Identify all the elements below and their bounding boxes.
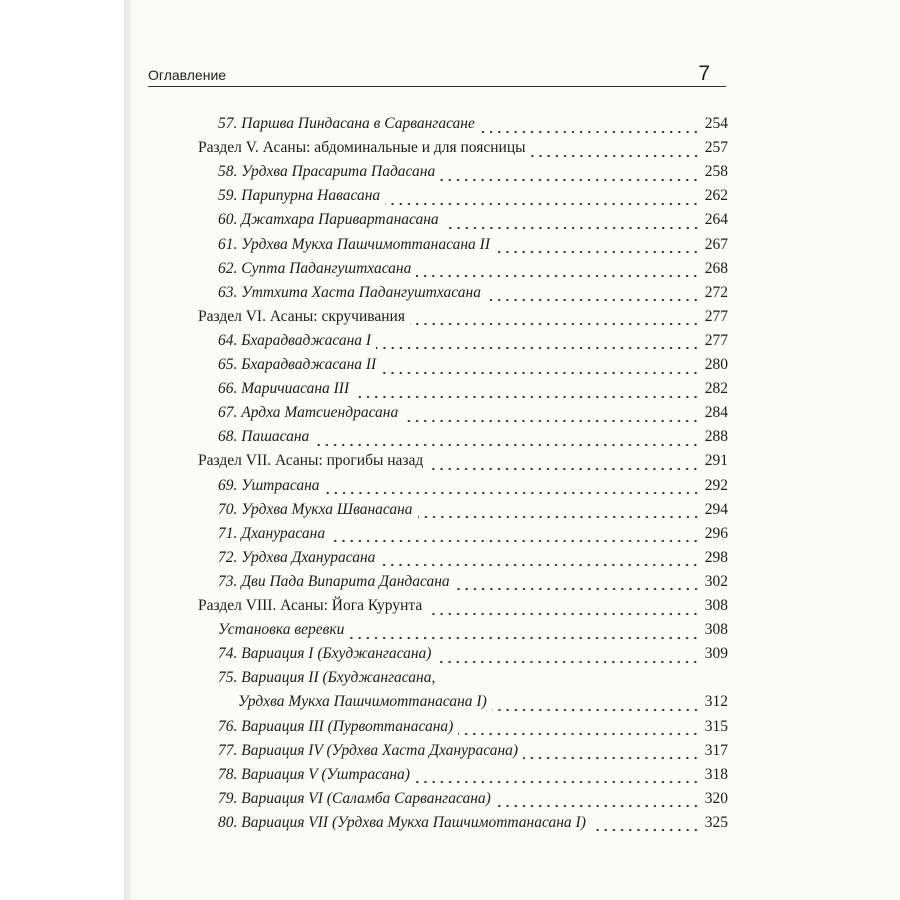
toc-entry-title: 73. Дви Пада Випарита Дандасана xyxy=(218,572,450,590)
dot-leader xyxy=(428,465,699,472)
toc-section xyxy=(198,137,728,159)
toc-entry-title: 74. Вариация I (Бхуджангасана) xyxy=(218,645,432,663)
toc-entry-title: Раздел VII. Асаны: прогибы назад xyxy=(198,452,424,470)
toc-page-number: 257 xyxy=(704,139,728,157)
toc-page-number: 277 xyxy=(704,331,728,349)
toc-entry xyxy=(218,716,728,738)
toc-entry-title: 66. Маричиасана III xyxy=(218,380,350,398)
toc-entry xyxy=(218,282,728,304)
toc-entry-title: 77. Вариация IV (Урдхва Хаста Дханурасана) xyxy=(218,741,519,759)
dot-leader xyxy=(436,658,699,665)
toc-entry xyxy=(218,234,728,256)
toc-entry-title: 72. Урдхва Дханурасана xyxy=(218,548,376,566)
toc-entry xyxy=(218,499,728,521)
toc-entry-continuation: Урдхва Мукха Пашчимоттанасана I) xyxy=(238,693,487,711)
toc-entry xyxy=(218,475,728,497)
toc-entry-title: 78. Вариация V (Уштрасана) xyxy=(218,765,410,783)
toc-page-number: 317 xyxy=(704,741,728,759)
dot-leader xyxy=(314,441,699,448)
toc-page-number: 284 xyxy=(704,404,728,422)
toc-page-number: 308 xyxy=(704,597,728,614)
toc-page-number: 309 xyxy=(704,645,728,663)
dot-leader xyxy=(376,345,700,352)
toc-entry-title: 63. Уттхита Хаста Падангуштхасана xyxy=(218,283,481,301)
toc-entry xyxy=(218,426,728,448)
toc-page-number: 282 xyxy=(704,380,728,398)
dot-leader xyxy=(354,393,700,400)
toc-entry-title: Раздел VIII. Асаны: Йога Курунта xyxy=(198,597,423,614)
dot-leader xyxy=(495,249,700,256)
toc-entry xyxy=(218,185,728,207)
dot-leader xyxy=(410,321,700,328)
toc-page-number: 294 xyxy=(704,500,728,518)
toc-entry-title: 70. Урдхва Мукха Шванасана xyxy=(218,500,413,518)
toc-page-number: 267 xyxy=(704,235,728,253)
toc-entry xyxy=(218,402,728,424)
toc-entry-title: 68. Пашасана xyxy=(218,428,310,446)
toc-page-number: 292 xyxy=(704,476,728,494)
toc-entry-title: 64. Бхарадваджасана I xyxy=(218,331,372,349)
toc-entry-title: Установка веревки xyxy=(218,621,345,639)
toc-entry-title: 65. Бхарадваджасана II xyxy=(218,356,377,373)
toc-entry-title: 79. Вариация VI (Саламба Сарвангасана) xyxy=(218,789,491,807)
toc-entry-title: 60. Джатхара Паривартанасана xyxy=(218,211,439,229)
page-number: 7 xyxy=(698,62,710,85)
toc-entry-title: 71. Дханурасана xyxy=(218,524,326,542)
toc-entry-title: 61. Урдхва Мукха Пашчимоттанасана II xyxy=(218,235,490,253)
dot-leader xyxy=(325,490,700,497)
toc-entry xyxy=(218,354,728,376)
dot-leader xyxy=(455,586,700,593)
toc-entry xyxy=(218,378,728,400)
dot-leader xyxy=(427,610,700,617)
toc-entry-title: 58. Урдхва Прасарита Падасана xyxy=(218,163,436,181)
dot-leader xyxy=(440,176,700,183)
toc-entry xyxy=(218,113,728,135)
toc-page-number: 264 xyxy=(704,211,728,229)
toc-entry-title: 57. Паршва Пиндасана в Сарвангасане xyxy=(218,115,475,132)
toc-entry xyxy=(218,643,728,665)
toc-entry-title: 80. Вариация VII (Урдхва Мукха Пашчимоттанасана I) xyxy=(218,813,586,831)
toc-entry xyxy=(218,330,728,352)
dot-leader xyxy=(403,417,700,424)
toc-page-number: 318 xyxy=(704,765,728,783)
header-title: Оглавление xyxy=(148,67,227,83)
dot-leader xyxy=(380,562,699,569)
toc-page-number: 315 xyxy=(704,717,728,735)
toc-page-number: 272 xyxy=(704,283,728,301)
toc-entry-title: 76. Вариация III (Пурвоттанасана) xyxy=(218,717,454,735)
toc-page-number: 308 xyxy=(704,621,728,639)
dot-leader xyxy=(349,634,699,641)
toc-entry-title: 62. Супта Падангуштхасана xyxy=(218,259,412,277)
toc-page-number: 262 xyxy=(704,187,728,205)
dot-leader xyxy=(444,224,700,231)
toc-entry xyxy=(218,812,728,834)
toc-page-number: 288 xyxy=(704,428,728,446)
toc-page-number: 312 xyxy=(704,693,728,711)
toc-entry-title: Раздел V. Асаны: абдоминальные и для поясницы xyxy=(198,139,526,157)
toc-page-number: 291 xyxy=(704,452,728,470)
toc-entry-title: 69. Уштрасана xyxy=(218,476,320,494)
dot-leader xyxy=(486,297,700,304)
toc-section xyxy=(198,306,728,328)
toc-page-number: 320 xyxy=(704,789,728,807)
dot-leader xyxy=(531,152,700,159)
toc-page-number: 254 xyxy=(704,115,728,132)
toc-entry xyxy=(218,209,728,231)
dot-leader xyxy=(458,731,699,738)
toc-entry xyxy=(218,571,728,593)
toc-entry xyxy=(218,258,728,280)
toc-entry xyxy=(218,619,728,641)
toc-page-number: 280 xyxy=(704,356,728,373)
toc-entry xyxy=(238,691,728,713)
dot-leader xyxy=(381,369,700,376)
dot-leader xyxy=(523,755,700,762)
toc-entry-title: 75. Вариация II (Бхуджангасана, xyxy=(218,669,436,687)
toc-entry xyxy=(218,547,728,569)
dot-leader xyxy=(418,514,700,521)
toc-page-number: 325 xyxy=(704,813,728,831)
dot-leader xyxy=(416,273,699,280)
toc-section xyxy=(198,450,728,472)
toc-page-number: 298 xyxy=(704,548,728,566)
dot-leader xyxy=(385,200,700,207)
toc-section xyxy=(198,595,728,617)
toc-page-number: 258 xyxy=(704,163,728,181)
toc-entry xyxy=(218,788,728,810)
toc-page-number: 296 xyxy=(704,524,728,542)
dot-leader xyxy=(591,827,700,834)
toc-entry-title: 59. Парипурна Навасана xyxy=(218,187,381,205)
dot-leader xyxy=(480,128,700,135)
dot-leader xyxy=(330,538,700,545)
dot-leader xyxy=(496,803,700,810)
toc-entry xyxy=(218,764,728,786)
toc-entry xyxy=(218,161,728,183)
dot-leader xyxy=(415,779,700,786)
dot-leader xyxy=(492,706,700,713)
toc-page-number: 268 xyxy=(704,259,728,277)
toc-page-number: 277 xyxy=(704,307,728,325)
toc-entry xyxy=(218,523,728,545)
toc-entry-title: 67. Ардха Матсиендрасана xyxy=(218,404,399,422)
toc-page-number: 302 xyxy=(704,572,728,590)
toc-entry xyxy=(218,740,728,762)
toc-entry-title: Раздел VI. Асаны: скручивания xyxy=(198,307,405,325)
